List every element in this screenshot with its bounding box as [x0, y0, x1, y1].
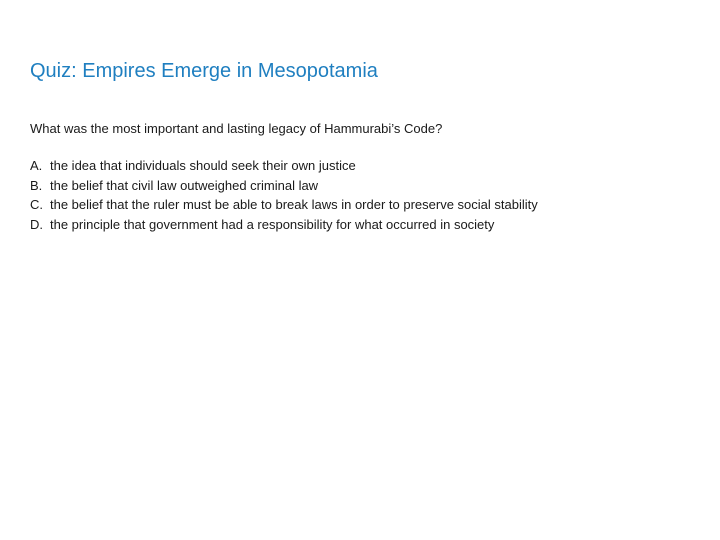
answer-options-list [30, 156, 538, 234]
answer-option-d [30, 215, 538, 235]
option-text: the belief that civil law outweighed criminal law [50, 177, 319, 193]
answer-option-b [30, 176, 538, 196]
option-text: the idea that individuals should seek their own justice [50, 158, 356, 173]
option-letter: B. [30, 177, 43, 193]
slide-title: Quiz: Empires Emerge in Mesopotamia [30, 60, 378, 82]
option-letter: D. [30, 216, 43, 232]
option-text: the principle that government had a responsibility for what occurred in society [50, 216, 495, 232]
option-letter: C. [30, 197, 43, 212]
answer-option-c [30, 195, 538, 215]
option-letter: A. [30, 158, 43, 173]
answer-option-a [30, 156, 538, 176]
quiz-question: What was the most important and lasting legacy of Hammurabi’s Code? [30, 121, 443, 136]
option-text: the belief that the ruler must be able to break laws in order to preserve social stability [50, 197, 538, 212]
